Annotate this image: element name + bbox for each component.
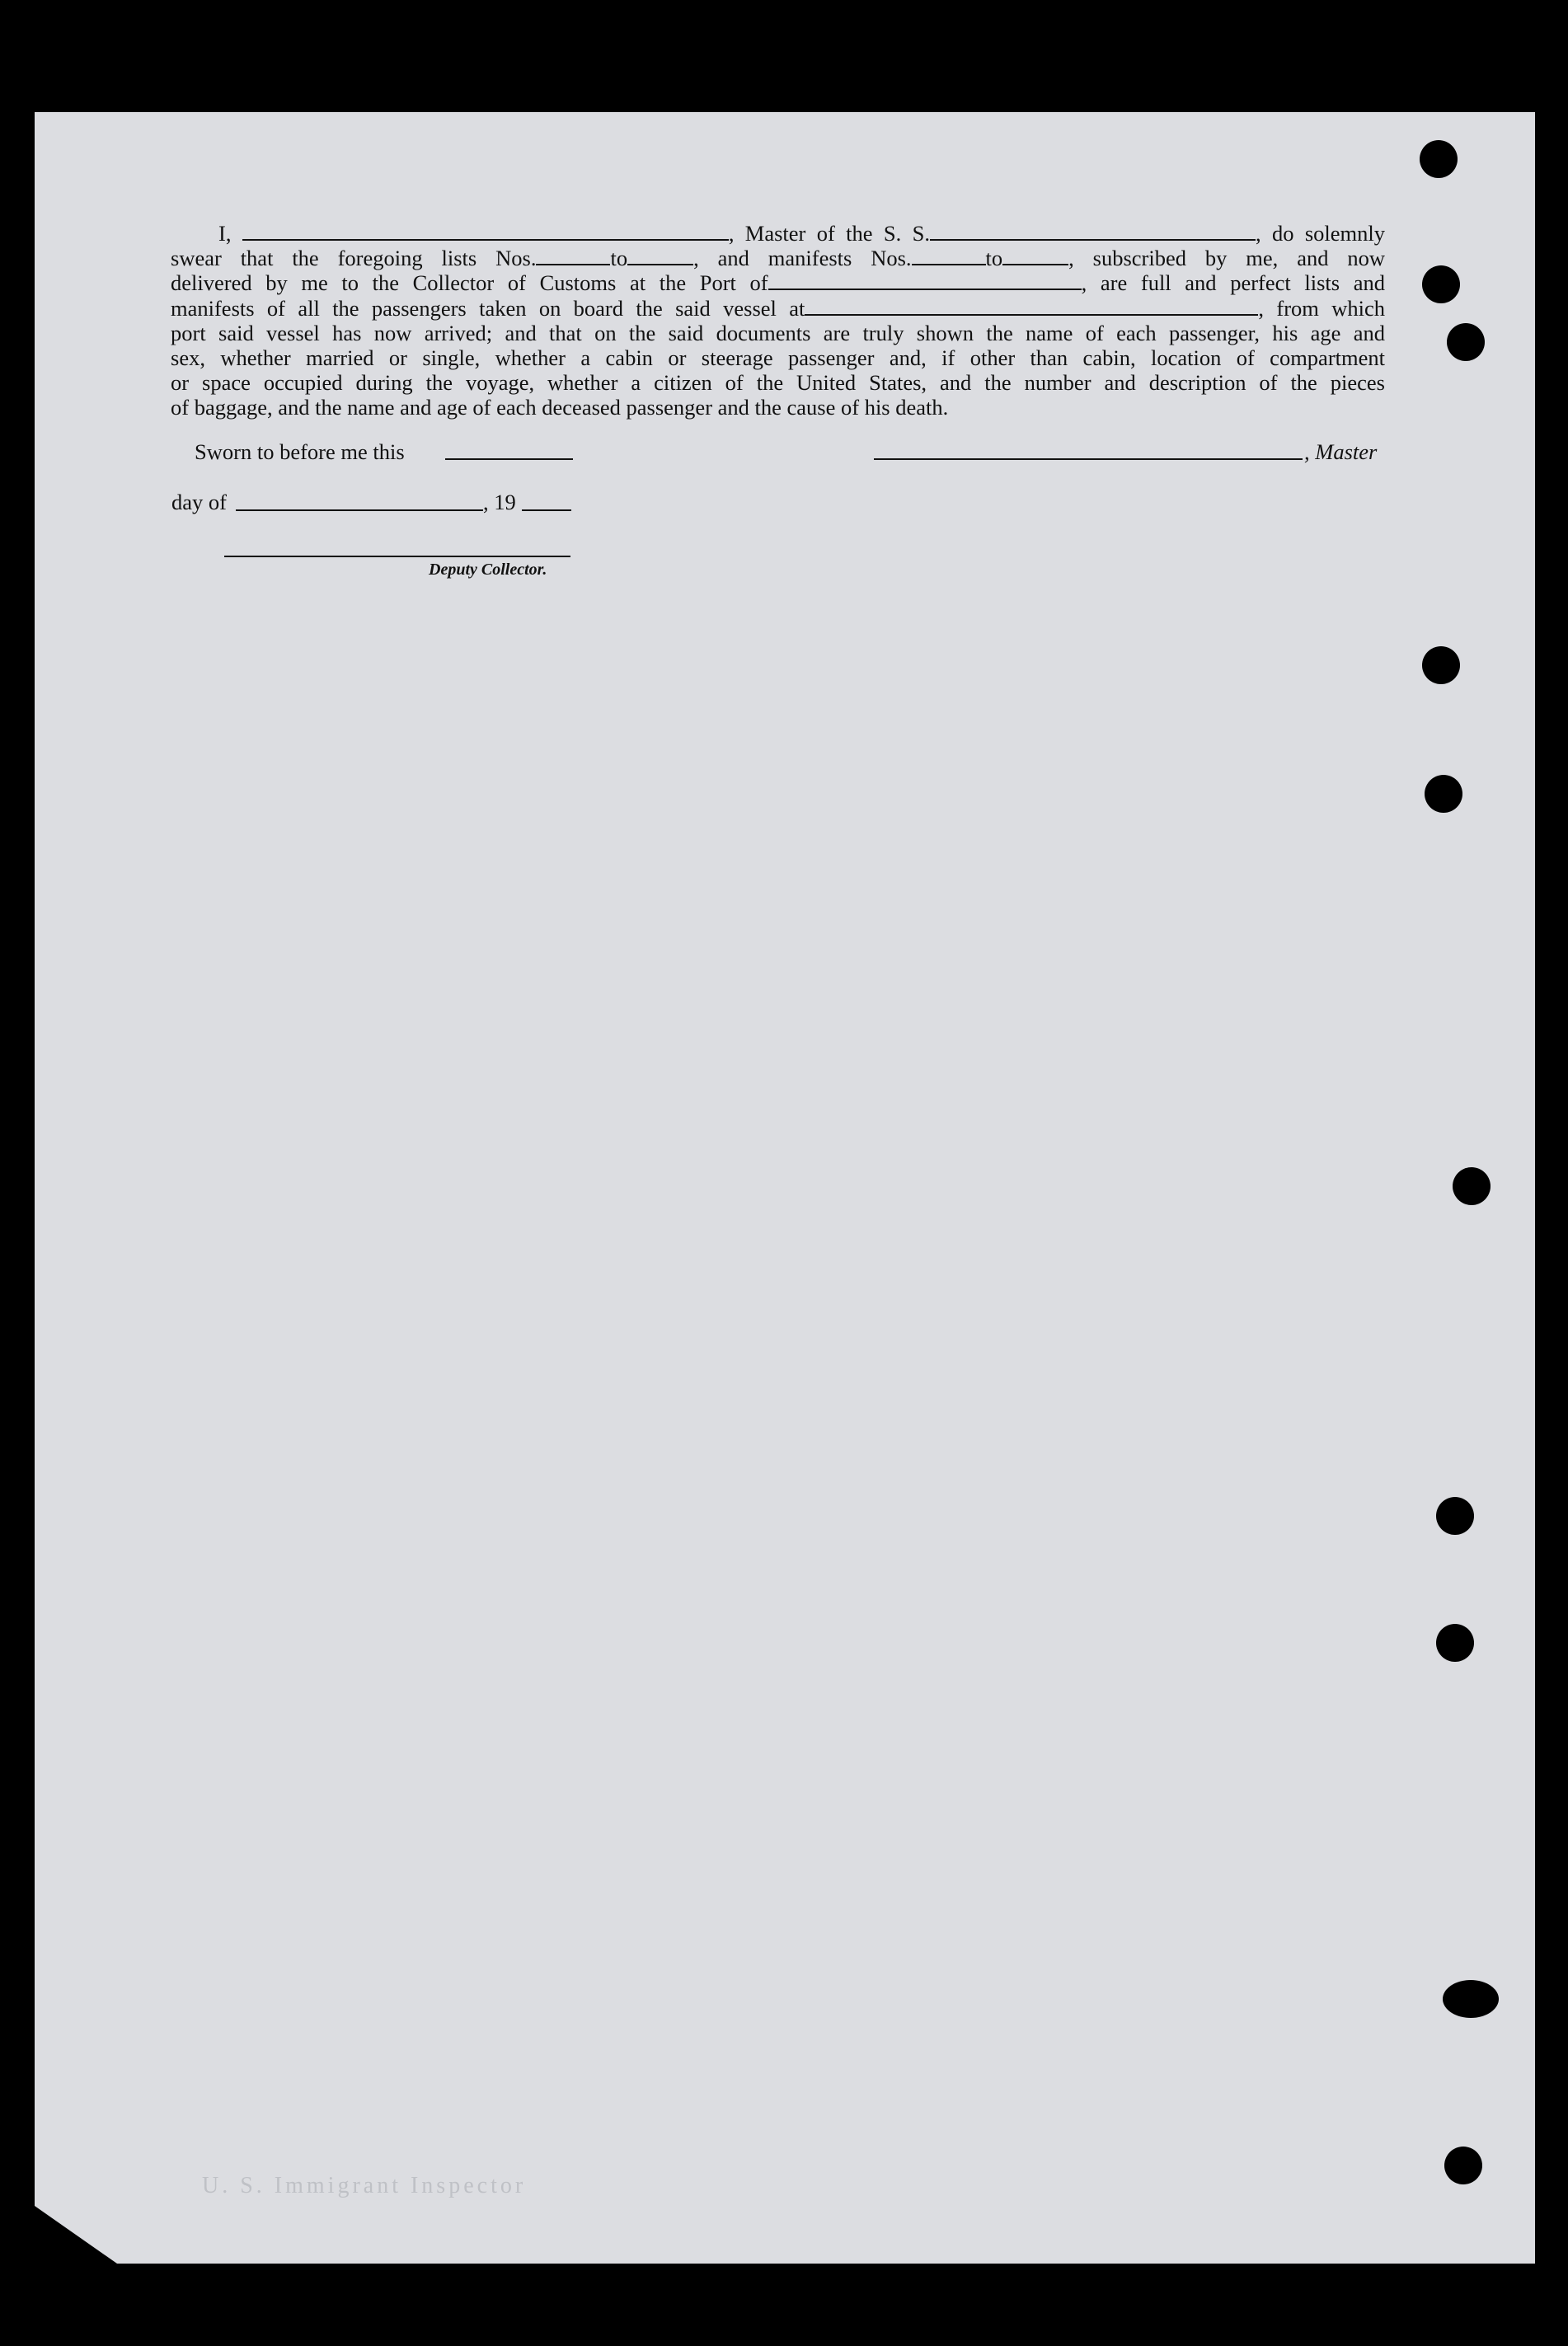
vessel-port-blank bbox=[805, 298, 1258, 316]
port-blank bbox=[768, 272, 1082, 290]
punch-hole bbox=[1436, 1497, 1474, 1535]
sworn-label: Sworn to before me this bbox=[195, 439, 405, 464]
master-label: , Master bbox=[1304, 439, 1378, 464]
document-sheet bbox=[35, 112, 1535, 2264]
punch-hole bbox=[1422, 265, 1460, 303]
oath-line-5: port said vessel has now arrived; and that on the said documents are truly shown the name of each passenger, his age and bbox=[171, 320, 1385, 345]
punch-hole bbox=[1447, 323, 1485, 361]
punch-hole bbox=[1425, 775, 1462, 813]
oath-line-4: manifests of all the passengers taken on board the said vessel at , from which bbox=[171, 295, 1386, 321]
punch-hole bbox=[1420, 140, 1458, 178]
year-blank bbox=[522, 509, 571, 511]
oath-line-6: sex, whether married or single, whether a cabin or steerage passenger and, if other than cabin, location of compartment bbox=[171, 345, 1385, 371]
punch-hole bbox=[1453, 1167, 1491, 1205]
day-blank bbox=[236, 509, 483, 511]
ship-name-blank bbox=[930, 223, 1256, 241]
year-prefix: , 19 bbox=[483, 490, 516, 514]
oath-paragraph bbox=[171, 221, 1385, 420]
oath-line-1: I, , Master of the S. S. , do solemnly bbox=[218, 221, 1386, 246]
oath-line-2: swear that the foregoing lists Nos. to , and manifests Nos. to , subscribed by me, and now bbox=[171, 246, 1385, 271]
sworn-date-blank bbox=[445, 458, 573, 460]
oath-line-8: of baggage, and the name and age of each deceased passenger and the cause of his death. bbox=[171, 395, 949, 420]
deputy-collector-signature-line bbox=[224, 556, 570, 557]
punch-hole bbox=[1444, 2147, 1482, 2184]
faint-footer-text: U. S. Immigrant Inspector bbox=[202, 2173, 527, 2198]
oath-line-7: or space occupied during the voyage, whether a citizen of the United States, and the number and description of the pieces bbox=[171, 370, 1385, 396]
punch-hole bbox=[1436, 1624, 1474, 1662]
punch-hole bbox=[1443, 1980, 1499, 2018]
master-name-blank bbox=[242, 223, 729, 241]
deputy-collector-label: Deputy Collector. bbox=[429, 561, 547, 579]
punch-hole bbox=[1422, 646, 1460, 684]
day-of-label: day of bbox=[171, 490, 227, 514]
master-signature-line bbox=[874, 458, 1303, 460]
oath-line-3: delivered by me to the Collector of Customs at the Port of , are full and perfect lists and bbox=[171, 270, 1385, 296]
